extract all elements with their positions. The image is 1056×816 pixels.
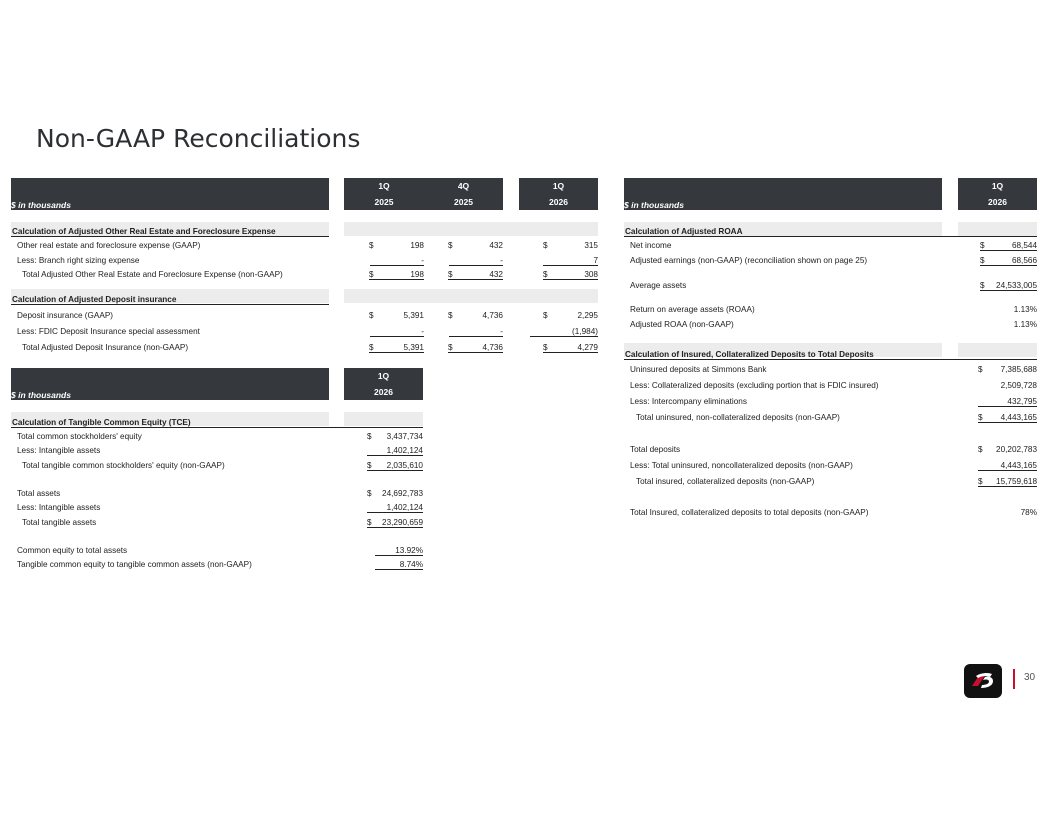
currency-symbol: $ (448, 343, 503, 353)
row-label: Uninsured deposits at Simmons Bank (630, 365, 767, 374)
row-label: Tangible common equity to tangible common assets (non-GAAP) (17, 560, 252, 569)
cell-value: 198 (410, 241, 424, 250)
currency-symbol: $ (980, 241, 1037, 251)
currency-symbol: $ (543, 241, 548, 250)
cell-value: 1,402,124 (367, 446, 423, 456)
column-header-year: 2025 (374, 197, 394, 207)
cell-value: 15,759,618 (996, 477, 1037, 486)
row-label: Other real estate and foreclosure expense (GAAP) (17, 241, 201, 250)
logo-mark-icon (964, 664, 1002, 698)
page-number: 30 (1024, 672, 1036, 683)
section-rule (11, 427, 423, 428)
cell-value: 432 (489, 241, 503, 250)
cell-value: - (370, 327, 424, 337)
currency-symbol: $ (369, 311, 374, 320)
row-label: Less: Intangible assets (17, 503, 101, 512)
section-title: Calculation of Adjusted ROAA (625, 227, 743, 236)
cell-value: 2,295 (577, 311, 598, 320)
section-bg (958, 343, 1037, 357)
row-label: Total Adjusted Deposit Insurance (non-GAAP) (22, 343, 189, 352)
currency-symbol: $ (978, 413, 1037, 423)
row-label: Less: FDIC Deposit Insurance special assessment (17, 327, 200, 336)
cell-value: 4,279 (577, 343, 598, 352)
column-header-quarter: 1Q (991, 181, 1004, 191)
currency-symbol: $ (448, 270, 503, 280)
unit-label: $ in thousands (11, 200, 71, 210)
column-header-quarter: 1Q (377, 371, 390, 381)
currency-symbol: $ (978, 445, 983, 454)
company-logo (964, 664, 1002, 698)
cell-value: 4,736 (482, 343, 503, 352)
currency-symbol: $ (367, 489, 372, 498)
row-label: Less: Branch right sizing expense (17, 256, 140, 265)
column-header-quarter: 1Q (552, 181, 565, 191)
cell-value: 198 (410, 270, 424, 279)
currency-symbol: $ (448, 241, 453, 250)
currency-symbol: $ (978, 477, 1037, 487)
page-title: Non-GAAP Reconciliations (36, 124, 361, 153)
section-title: Calculation of Adjusted Other Real Estate and Foreclosure Expense (12, 227, 276, 236)
cell-value: 1.13% (1013, 320, 1037, 329)
row-label: Return on average assets (ROAA) (630, 305, 755, 314)
row-label: Deposit insurance (GAAP) (17, 311, 114, 320)
section-bg (344, 222, 598, 236)
section-rule (11, 304, 329, 305)
cell-value: 2,035,610 (386, 461, 423, 470)
row-label: Less: Collateralized deposits (excluding portion that is FDIC insured) (630, 381, 879, 390)
cell-value: 8.74% (375, 560, 423, 570)
cell-value: 1.13% (1013, 305, 1037, 314)
currency-symbol: $ (543, 343, 598, 353)
cell-value: 3,437,734 (386, 432, 423, 441)
cell-value: - (370, 256, 424, 266)
section-rule (11, 236, 329, 237)
row-label: Total Insured, collateralized deposits to total deposits (non-GAAP) (630, 508, 869, 517)
unit-label: $ in thousands (624, 200, 684, 210)
row-label: Total Adjusted Other Real Estate and Foreclosure Expense (non-GAAP) (22, 270, 283, 279)
currency-symbol: $ (367, 518, 423, 528)
row-label: Total assets (17, 489, 61, 498)
row-label: Total uninsured, non-collateralized deposits (non-GAAP) (636, 413, 840, 422)
row-label: Total tangible assets (22, 518, 97, 527)
column-header-year: 2025 (454, 197, 473, 207)
section-title: Calculation of Insured, Collateralized Deposits to Total Deposits (625, 350, 874, 359)
cell-value: 432,795 (978, 397, 1037, 407)
currency-symbol: $ (369, 343, 424, 353)
currency-symbol: $ (543, 270, 598, 280)
cell-value: 7,385,688 (1000, 365, 1037, 374)
column-header-year: 2026 (988, 197, 1007, 207)
cell-value: 4,443,165 (978, 461, 1037, 471)
row-label: Adjusted earnings (non-GAAP) (reconciliation shown on page 25) (630, 256, 868, 265)
cell-value: 68,544 (1011, 241, 1037, 250)
currency-symbol: $ (980, 281, 1037, 291)
cell-value: 7 (543, 256, 598, 266)
row-label: Less: Total uninsured, noncollateralized deposits (non-GAAP) (630, 461, 853, 470)
cell-value: - (449, 256, 503, 266)
cell-value: 13.92% (375, 546, 423, 556)
cell-value: 315 (584, 241, 598, 250)
cell-value: 2,509,728 (1000, 381, 1037, 390)
row-label: Average assets (630, 281, 687, 290)
row-label: Less: Intangible assets (17, 446, 101, 455)
cell-value: 23,290,659 (382, 518, 423, 527)
cell-value: 308 (584, 270, 598, 279)
section-title: Calculation of Adjusted Deposit insurance (12, 295, 177, 304)
currency-symbol: $ (448, 311, 453, 320)
cell-value: 1,402,124 (367, 503, 423, 513)
column-header-year: 2026 (374, 387, 393, 397)
cell-value: 5,391 (403, 343, 424, 352)
currency-symbol: $ (367, 432, 372, 441)
cell-value: 68,566 (1011, 256, 1037, 265)
row-label: Total insured, collateralized deposits (non-GAAP) (636, 477, 815, 486)
row-label: Total deposits (630, 445, 681, 454)
row-label: Total common stockholders' equity (17, 432, 142, 441)
column-header-year: 2026 (549, 197, 568, 207)
row-label: Common equity to total assets (17, 546, 128, 555)
currency-symbol: $ (367, 461, 423, 471)
currency-symbol: $ (369, 270, 424, 280)
row-label: Adjusted ROAA (non-GAAP) (630, 320, 734, 329)
page-number-divider (1013, 669, 1015, 689)
cell-value: 24,692,783 (382, 489, 423, 498)
cell-value: 5,391 (403, 311, 424, 320)
section-rule (624, 359, 1037, 360)
cell-value: 4,443,165 (1000, 413, 1037, 422)
row-label: Total tangible common stockholders' equity (non-GAAP) (22, 461, 225, 470)
row-label: Less: Intercompany eliminations (630, 397, 747, 406)
unit-label: $ in thousands (11, 390, 71, 400)
cell-value: 432 (489, 270, 503, 279)
section-bg (958, 222, 1037, 236)
column-header-quarter: 4Q (457, 181, 470, 191)
row-label: Net income (630, 241, 672, 250)
section-title: Calculation of Tangible Common Equity (TCE) (12, 418, 191, 427)
section-bg (344, 289, 598, 303)
currency-symbol: $ (369, 241, 374, 250)
section-rule (624, 236, 1037, 237)
currency-symbol: $ (980, 256, 1037, 266)
cell-value: (1,984) (530, 327, 598, 337)
column-header-quarter: 1Q (378, 181, 390, 191)
cell-value: 20,202,783 (996, 445, 1037, 454)
currency-symbol: $ (543, 311, 548, 320)
currency-symbol: $ (978, 365, 983, 374)
cell-value: 78% (1020, 508, 1037, 517)
cell-value: - (449, 327, 503, 337)
section-bg (344, 412, 423, 426)
cell-value: 24,533,005 (996, 281, 1037, 290)
cell-value: 4,736 (482, 311, 503, 320)
